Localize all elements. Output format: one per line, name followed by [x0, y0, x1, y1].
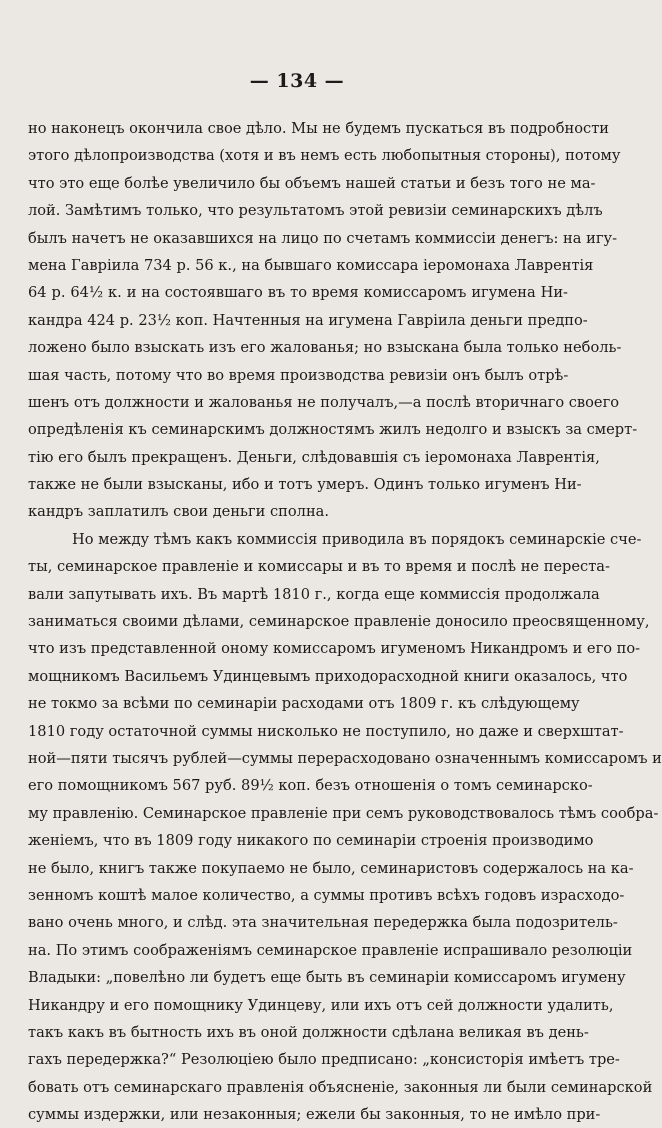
text-line: лой. Замѣтимъ только, что результатомъ этой ревизіи семинарскихъ дѣлъ — [28, 202, 603, 220]
text-line: зенномъ коштѣ малое количество, а суммы противъ всѣхъ годовъ израсходо- — [28, 886, 625, 904]
text-line: ты, семинарское правленіе и комиссары и въ то время и послѣ не переста- — [28, 558, 610, 576]
text-line: но наконецъ окончила свое дѣло. Мы не будемъ пускаться въ подробности — [28, 120, 609, 137]
text-line: шенъ отъ должности и жалованья не получалъ,—а послѣ вторичнаго своего — [28, 393, 619, 411]
text-line: женіемъ, что въ 1809 году никакого по семинаріи строенія производимо — [28, 832, 594, 850]
text-line: этого дѣлопроизводства (хотя и въ немъ есть любопытныя стороны), потому — [28, 147, 621, 165]
text-line: ложено было взыскать изъ его жалованья; но взыскана была только неболь- — [28, 339, 622, 357]
text-line: на. По этимъ соображеніямъ семинарское правленіе испрашивало резолюціи — [28, 941, 633, 959]
text-line: что изъ представленной оному комиссаромъ игуменомъ Никандромъ и его по- — [28, 640, 641, 658]
text-line: вано очень много, и слѣд. эта значительная передержка была подозритель- — [28, 914, 618, 932]
text-line: кандръ заплатилъ свои деньги сполна. — [28, 503, 330, 521]
text-line: не токмо за всѣми по семинаріи расходами отъ 1809 г. къ слѣдующему — [28, 695, 580, 713]
text-line: опредѣленія къ семинарскимъ должностямъ жилъ недолго и взыскъ за смерт- — [28, 421, 638, 439]
text-line: что это еще болѣе увеличило бы объемъ нашей статьи и безъ того не ма- — [28, 174, 596, 192]
text-line: былъ начетъ не оказавшихся на лицо по счетамъ коммиссіи денегъ: на игу- — [28, 229, 618, 247]
text-line: такъ какъ въ бытность ихъ въ оной должности сдѣлана великая въ день- — [28, 1023, 589, 1041]
text-line: 1810 году остаточной суммы нисколько не поступило, но даже и сверхштат- — [28, 722, 624, 740]
page-number: — 134 — — [249, 70, 345, 92]
text-line: ной—пяти тысячъ рублей—суммы перерасходовано означеннымъ комиссаромъ и — [28, 749, 662, 767]
text-line: мощникомъ Васильемъ Удинцевымъ приходорасходной книги оказалось, что — [28, 667, 628, 685]
text-line: тію его былъ прекращенъ. Деньги, слѣдовавшія съ іеромонаха Лаврентія, — [28, 448, 600, 466]
text-line: вали запутывать ихъ. Въ мартѣ 1810 г., когда еще коммиссія продолжала — [28, 585, 600, 603]
text-line: его помощникомъ 567 руб. 89½ коп. безъ отношенія о томъ семинарско- — [28, 777, 593, 795]
text-line: не было, книгъ также покупаемо не было, семинаристовъ содержалось на ка- — [28, 859, 634, 877]
body-text — [28, 115, 662, 1128]
text-line: также не были взысканы, ибо и тотъ умеръ. Одинъ только игуменъ Ни- — [28, 476, 582, 494]
text-line: 64 р. 64½ к. и на состоявшаго въ то время комиссаромъ игумена Ни- — [28, 284, 568, 302]
text-line: гахъ передержка?“ Резолюціею было предписано: „консисторія имѣетъ тре- — [28, 1051, 620, 1069]
text-line: мена Гавріила 734 р. 56 к., на бывшаго комиссара іеромонаха Лаврентія — [28, 256, 594, 274]
text-line: му правленію. Семинарское правленіе при семъ руководствовалось тѣмъ сообра- — [28, 804, 659, 822]
text-line: Но между тѣмъ какъ коммиссія приводила въ порядокъ семинарскіе сче- — [72, 530, 642, 548]
text-line: Никандру и его помощнику Удинцеву, или ихъ отъ сей должности удалить, — [28, 996, 614, 1014]
text-line: шая часть, потому что во время производства ревизіи онъ былъ отрѣ- — [28, 366, 569, 384]
text-line: бовать отъ семинарскаго правленія объясненіе, законныя ли были семинарской — [28, 1078, 653, 1096]
text-line: кандра 424 р. 23½ коп. Начтенныя на игумена Гавріила деньги предпо- — [28, 311, 588, 329]
text-line: Владыки: „повелѣно ли будетъ еще быть въ семинаріи комиссаромъ игумену — [28, 969, 626, 987]
text-line: суммы издержки, или незаконныя; ежели бы законныя, то не имѣло при- — [28, 1106, 601, 1124]
text-line: заниматься своими дѣлами, семинарское правленіе доносило преосвященному, — [28, 613, 650, 631]
